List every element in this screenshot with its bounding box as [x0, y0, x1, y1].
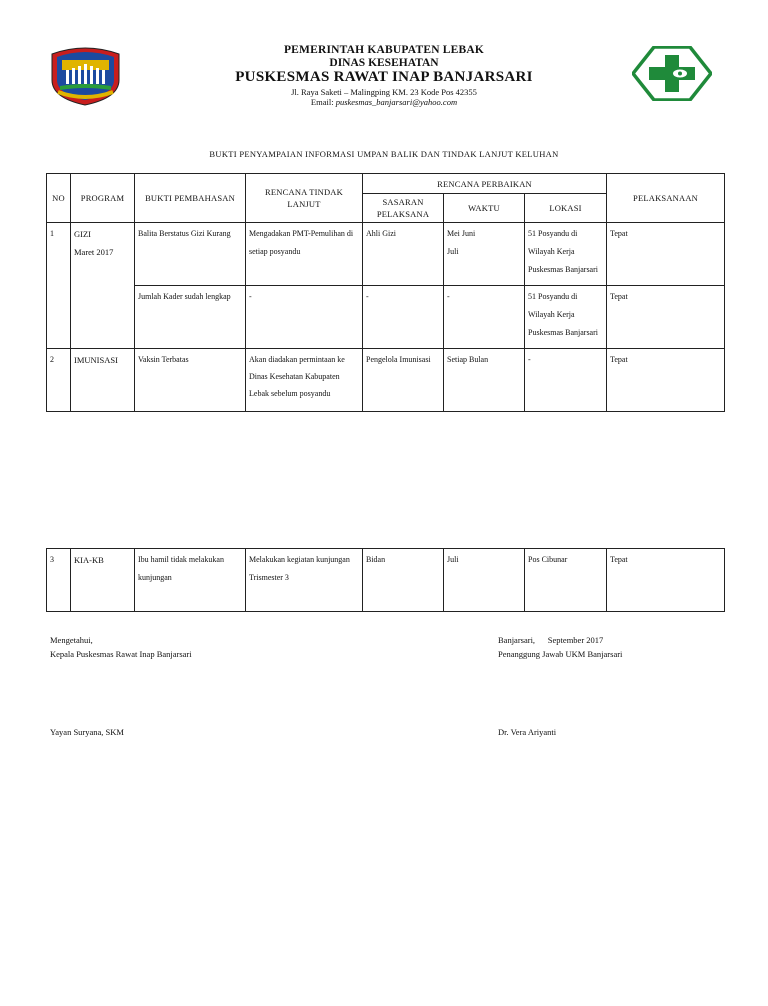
cell-pelaksanaan: Tepat — [607, 349, 725, 412]
sig-right-title: Penanggung Jawab UKM Banjarsari — [498, 649, 623, 659]
col-header-rencana-tindak: RENCANA TINDAK LANJUT — [246, 174, 363, 223]
col-header-lokasi: LOKASI — [525, 194, 607, 223]
sig-left-acknowledge: Mengetahui, — [50, 635, 93, 645]
cell-pelaksanaan: Tepat — [607, 549, 725, 612]
cell-rencana: Melakukan kegiatan kunjungan Trismester 3 — [246, 549, 363, 612]
sig-right-name: Dr. Vera Ariyanti — [498, 727, 557, 737]
cell-no: 2 — [47, 349, 71, 412]
cell-waktu — [444, 223, 525, 286]
cell-lokasi: Pos Cibunar — [525, 549, 607, 612]
cell-lokasi: 51 Posyandu di Wilayah Kerja Puskesmas Banjarsari — [525, 223, 607, 286]
document-title: BUKTI PENYAMPAIAN INFORMASI UMPAN BALIK DAN TINDAK LANJUT KELUHAN — [209, 149, 559, 159]
email-label: Email: — [310, 97, 334, 107]
cell-bukti: Jumlah Kader sudah lengkap — [135, 286, 246, 349]
header-address: Jl. Raya Saketi – Malingping KM. 23 Kode Pos 42355 — [291, 87, 477, 97]
feedback-table — [46, 173, 725, 412]
cell-waktu: - — [444, 286, 525, 349]
header-email — [0, 97, 768, 107]
col-header-pelaksanaan: PELAKSANAAN — [607, 174, 725, 223]
cell-sasaran: Pengelola Imunisasi — [363, 349, 444, 412]
cell-program: IMUNISASI — [71, 349, 135, 412]
waktu-list: Mei Juni Juli — [447, 229, 476, 256]
col-header-program: PROGRAM — [71, 174, 135, 223]
cell-bukti: Ibu hamil tidak melakukan kunjungan — [135, 549, 246, 612]
col-header-rencana-perbaikan: RENCANA PERBAIKAN — [363, 174, 607, 194]
sig-left-title: Kepala Puskesmas Rawat Inap Banjarsari — [50, 649, 192, 659]
cell-lokasi: - — [525, 349, 607, 412]
table-row — [47, 223, 725, 286]
table-row — [47, 349, 725, 412]
sig-right-place-date: Banjarsari, September 2017 — [498, 635, 604, 645]
cell-pelaksanaan: Tepat — [607, 286, 725, 349]
cell-rencana: Mengadakan PMT-Pemulihan di setiap posyandu — [246, 223, 363, 286]
header-department: DINAS KESEHATAN — [329, 57, 439, 69]
email-value: puskesmas_banjarsari@yahoo.com — [335, 97, 458, 107]
cell-no: 3 — [47, 549, 71, 612]
cell-sasaran: Bidan — [363, 549, 444, 612]
cell-lokasi: 51 Posyandu di Wilayah Kerja Puskesmas Banjarsari — [525, 286, 607, 349]
header-government: PEMERINTAH KABUPATEN LEBAK — [283, 44, 485, 56]
cell-waktu: Juli — [444, 549, 525, 612]
col-header-waktu: WAKTU — [444, 194, 525, 223]
cell-bukti: Vaksin Terbatas — [135, 349, 246, 412]
cell-program — [71, 223, 135, 349]
cell-rencana: - — [246, 286, 363, 349]
cell-sasaran: - — [363, 286, 444, 349]
cell-waktu: Setiap Bulan — [444, 349, 525, 412]
table-row — [47, 549, 725, 612]
header-institution: PUSKESMAS RAWAT INAP BANJARSARI — [235, 69, 533, 85]
col-header-no: NO — [47, 174, 71, 223]
col-header-sasaran: SASARAN PELAKSANA — [363, 194, 444, 223]
cell-program: KIA-KB — [71, 549, 135, 612]
program-period: Maret 2017 — [74, 247, 114, 257]
feedback-table-continued — [46, 548, 725, 612]
program-name: GIZI — [74, 229, 91, 239]
cell-pelaksanaan: Tepat — [607, 223, 725, 286]
col-header-bukti: BUKTI PEMBAHASAN — [135, 174, 246, 223]
table-row — [47, 286, 725, 349]
sig-left-name: Yayan Suryana, SKM — [50, 727, 124, 737]
cell-bukti: Balita Berstatus Gizi Kurang — [135, 223, 246, 286]
cell-rencana: Akan diadakan permintaan ke Dinas Kesehatan Kabupaten Lebak sebelum posyandu — [246, 349, 363, 412]
cell-sasaran: Ahli Gizi — [363, 223, 444, 286]
cell-no: 1 — [47, 223, 71, 349]
